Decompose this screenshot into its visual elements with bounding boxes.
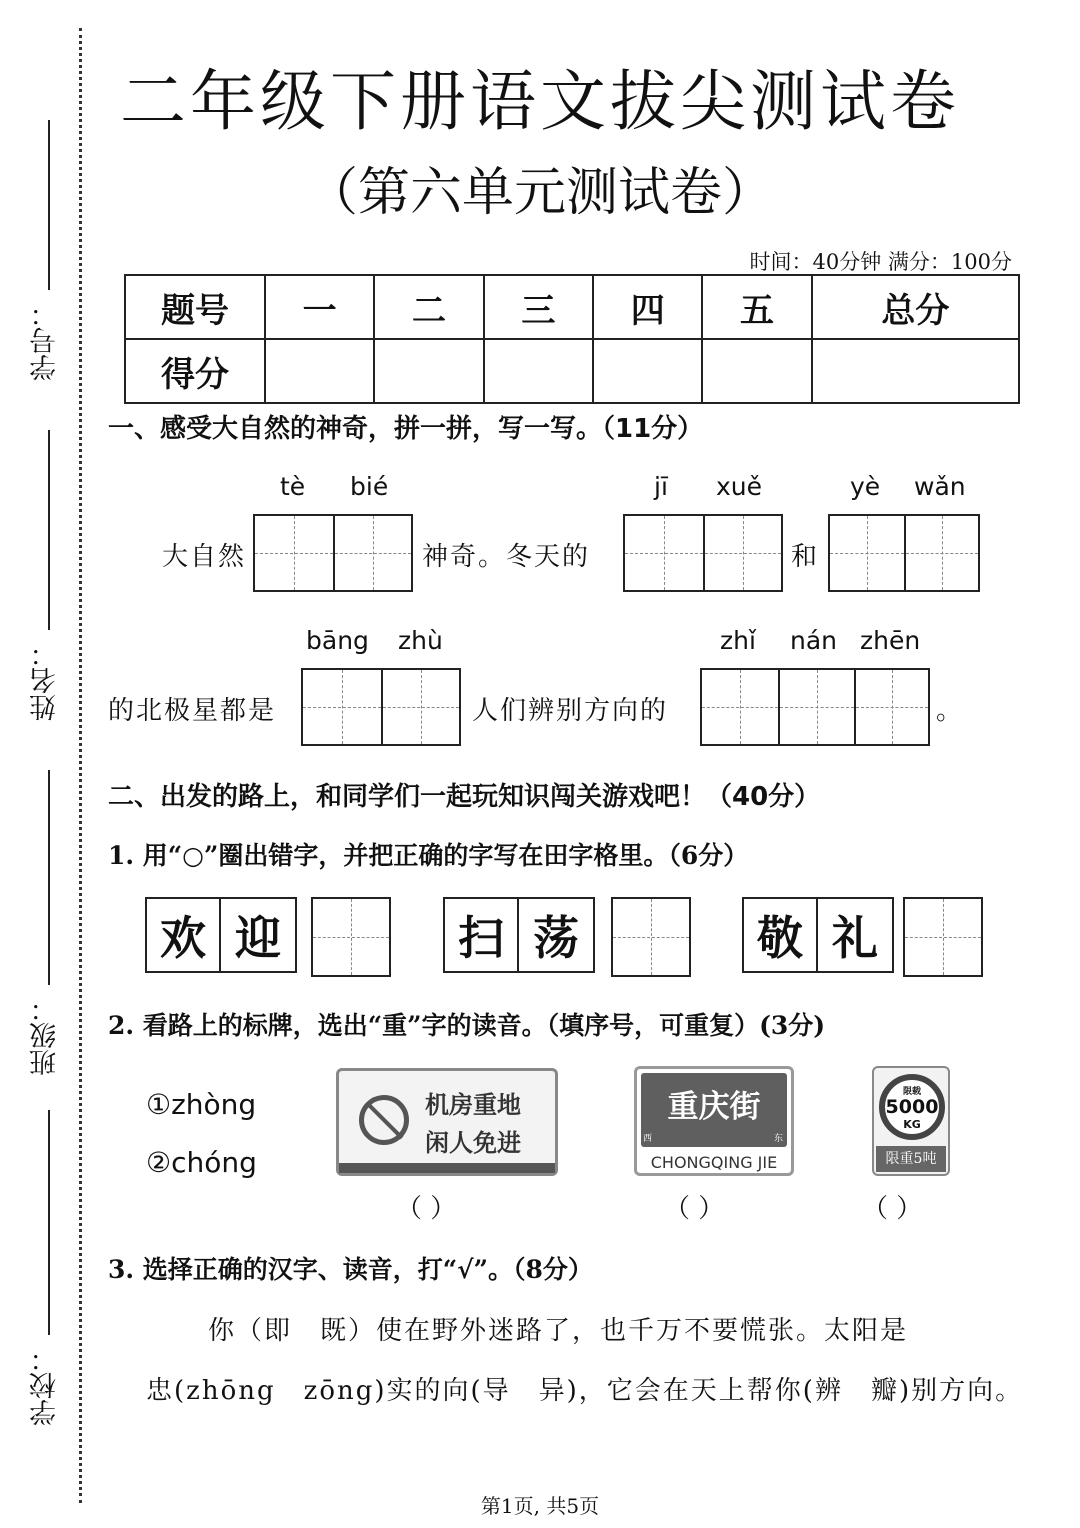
word-pair: [145, 897, 297, 973]
word-pair: [443, 897, 595, 973]
pinyin: zhù: [398, 626, 443, 655]
answer-paren[interactable]: （ ）: [396, 1194, 457, 1224]
writing-grid[interactable]: [623, 514, 783, 592]
tian-cell[interactable]: [854, 670, 928, 744]
score-cell[interactable]: [702, 339, 811, 403]
student-id-label: 学号：: [30, 300, 61, 381]
name-line: [48, 430, 50, 630]
tian-cell[interactable]: [702, 670, 778, 744]
score-header-cell: 题号: [125, 275, 265, 339]
tian-cell[interactable]: [255, 516, 333, 590]
word-char[interactable]: 欢: [145, 897, 221, 973]
writing-grid[interactable]: [301, 668, 461, 746]
tian-cell[interactable]: [381, 670, 459, 744]
section1-heading: 一、感受大自然的神奇，拼一拼，写一写。（11分）: [108, 414, 704, 444]
sentence-text: 大自然: [162, 542, 247, 572]
sentence-text: 。: [936, 696, 965, 726]
page-subtitle: （第六单元测试卷）: [305, 163, 774, 223]
section2-heading: 二、出发的路上，和同学们一起玩知识闯关游戏吧！（40分）: [108, 782, 821, 812]
street-pinyin: CHONGQING JIE: [650, 1153, 778, 1172]
limit-unit: KG: [903, 1118, 921, 1131]
pinyin: wǎn: [914, 472, 966, 501]
word-char[interactable]: 迎: [221, 897, 297, 973]
sign-stripe: [339, 1163, 555, 1173]
reading-option: ①zhòng: [146, 1088, 257, 1121]
west-label: 西: [643, 1134, 653, 1144]
score-header-cell: 五: [702, 275, 811, 339]
class-label: 班级：: [30, 995, 61, 1076]
question2-text: 2. 看路上的标牌，选出“重”字的读音。（填序号，可重复）(3分): [108, 1011, 826, 1040]
writing-grid[interactable]: [700, 668, 930, 746]
pinyin: zhǐ: [720, 626, 756, 655]
answer-paren[interactable]: （ ）: [862, 1194, 923, 1224]
word-pair: [742, 897, 894, 973]
street-name: 重庆街: [667, 1089, 761, 1125]
score-table: [124, 274, 1020, 404]
pinyin: tè: [280, 472, 306, 501]
tian-cell[interactable]: [313, 899, 389, 975]
score-cell[interactable]: [812, 339, 1019, 403]
tian-cell[interactable]: [613, 899, 689, 975]
word-char[interactable]: 礼: [818, 897, 894, 973]
tian-cell[interactable]: [625, 516, 703, 590]
tian-cell[interactable]: [830, 516, 904, 590]
word-char[interactable]: 荡: [519, 897, 595, 973]
word-char[interactable]: 敬: [742, 897, 818, 973]
machine-room-sign: [336, 1068, 558, 1176]
correction-grid[interactable]: [611, 897, 691, 977]
score-row-label: 得分: [125, 339, 265, 403]
tian-cell[interactable]: [904, 516, 978, 590]
pinyin: zhēn: [860, 626, 921, 655]
pinyin: yè: [850, 472, 881, 501]
pinyin: jī: [654, 472, 668, 501]
sentence-text: 的北极星都是: [108, 696, 277, 726]
score-header-cell: 一: [265, 275, 374, 339]
score-header-row: [125, 275, 1019, 339]
limit-bottom-label: 限重5吨: [876, 1146, 946, 1172]
page-footer: 第1页, 共5页: [480, 1494, 600, 1518]
question1-text: 1. 用“○”圈出错字，并把正确的字写在田字格里。（6分）: [108, 841, 749, 870]
school-label: 学校：: [30, 1345, 61, 1426]
no-entry-icon: [359, 1095, 409, 1145]
street-sign: [634, 1066, 794, 1176]
score-cell[interactable]: [374, 339, 483, 403]
passage-line: 忠(zhōng zōng)实的向(导 异)，它会在天上帮你(辨 瓣)别方向。: [146, 1376, 1024, 1406]
sign1-line2: 闲人免进: [425, 1129, 521, 1157]
correction-grid[interactable]: [311, 897, 391, 977]
word-char[interactable]: 扫: [443, 897, 519, 973]
east-label: 东: [773, 1134, 783, 1144]
score-cell[interactable]: [593, 339, 702, 403]
correction-grid[interactable]: [903, 897, 983, 977]
score-header-cell: 四: [593, 275, 702, 339]
limit-top-label: 限载: [902, 1087, 921, 1097]
score-header-cell: 总分: [812, 275, 1019, 339]
writing-grid[interactable]: [253, 514, 413, 592]
reading-option: ②chóng: [146, 1146, 257, 1179]
score-row: [125, 339, 1019, 403]
binding-dotted-line: [79, 28, 82, 1503]
pinyin: bié: [350, 472, 389, 501]
tian-cell[interactable]: [905, 899, 981, 975]
score-header-cell: 二: [374, 275, 483, 339]
pinyin: xuě: [716, 472, 763, 501]
sentence-text: 和: [791, 542, 820, 572]
class-line: [48, 770, 50, 985]
score-cell[interactable]: [265, 339, 374, 403]
passage-line: 你（即 既）使在野外迷路了，也千万不要慌张。太阳是: [208, 1316, 909, 1346]
limit-value: 5000: [885, 1096, 939, 1118]
sentence-text: 人们辨别方向的: [472, 696, 669, 726]
school-line: [48, 1110, 50, 1335]
name-label: 姓名：: [30, 640, 61, 721]
tian-cell[interactable]: [333, 516, 411, 590]
tian-cell[interactable]: [703, 516, 781, 590]
question3-text: 3. 选择正确的汉字、读音，打“√”。（8分）: [108, 1255, 593, 1284]
time-score-info: 时间：40分钟 满分：100分: [749, 250, 1012, 274]
page-title: 二年级下册语文拔尖测试卷: [120, 63, 960, 140]
tian-cell[interactable]: [778, 670, 854, 744]
score-cell[interactable]: [484, 339, 593, 403]
sentence-text: 神奇。冬天的: [422, 542, 591, 572]
pinyin: bāng: [306, 626, 369, 655]
pinyin: nán: [790, 626, 838, 655]
writing-grid[interactable]: [828, 514, 980, 592]
answer-paren[interactable]: （ ）: [664, 1194, 725, 1224]
score-header-cell: 三: [484, 275, 593, 339]
tian-cell[interactable]: [303, 670, 381, 744]
weight-limit-sign: [872, 1066, 950, 1176]
sign1-line1: 机房重地: [425, 1091, 521, 1119]
